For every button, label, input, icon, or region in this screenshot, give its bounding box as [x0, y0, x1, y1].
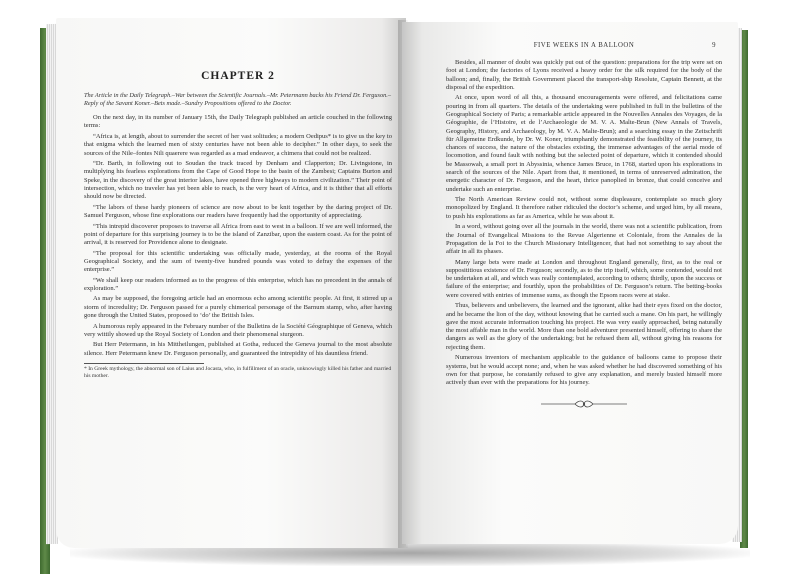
- running-head: [446, 42, 722, 49]
- paragraph: A humorous reply appeared in the February number of the Bulletins de la Société Géographique of Geneva, which very wittily showed up the Royal Society of London and their phenomenal sturgeon.: [84, 322, 392, 338]
- paragraph: On the next day, in its number of January 15th, the Daily Telegraph published an article couched in the following terms:: [84, 114, 392, 130]
- paragraph: As may be supposed, the foregoing article had an enormous echo among scientific people. At first, it stirred up a storm of incredulity; Dr. Ferguson passed for a purely chimerical personage of the Barnum stamp, who, after having gone through the United States, proposed to ‘do’ the British Isles.: [84, 295, 392, 320]
- paragraph: Thus, believers and unbelievers, the learned and the ignorant, alike had their eyes fixed on the doctor, and he became the lion of the day, without knowing that he carried such a mane. On his part, he willingly gave the most accurate information touching his project. He was very easily approached, being naturally the most affable man in the world. More than one bold adventurer presented himself, offering to share the dangers as well as the glory of the undertaking; but he refused them all, without giving his reasons for rejecting them.: [446, 302, 722, 351]
- paragraph: Many large bets were made at London and throughout England generally, first, as to the real or supposititious existence of Dr. Ferguson; secondly, as to the trip itself, which, some contended, would not be undertaken at all, and which was really contemplated, according to others; thirdly, upon the success or failure of the enterprise; and fourthly, upon the probabilities of Dr. Ferguson’s return. The betting-books were covered with entries of immense sums, as though the Epsom races were at stake.: [446, 258, 722, 299]
- paragraph: The North American Review could not, without some displeasure, contemplate so much glory monopolized by England. It therefore rather ridiculed the doctor’s scheme, and urged him, by all means, to push his explorations as far as America, while he was about it.: [446, 196, 722, 220]
- left-page: [56, 18, 406, 548]
- paragraph: “The labors of these hardy pioneers of science are now about to be knit together by the daring project of Dr. Samuel Ferguson, whose fine explorations our readers have frequently had the opportunity of appreciating.: [84, 203, 392, 220]
- paragraph: “The proposal for this scientific undertaking was officially made, yesterday, at the rooms of the Royal Geographical Society, and the sum of twenty-five hundred pounds was voted to defray the expenses of the enterprise.”: [84, 249, 392, 274]
- paragraph: “This intrepid discoverer proposes to traverse all Africa from east to west in a balloon. If we are well informed, the point of departure for this surprising journey is to be the island of Zanzibar, upon the eastern coast. As for the point of arrival, it is reserved for Providence alone to designate.: [84, 222, 392, 247]
- paragraph: Besides, all manner of doubt was quickly put out of the question: preparations for the trip were set on foot at London; the factories of Lyons received a heavy order for the silk required for the body of the balloon; and, finally, the British Government placed the transport-ship Resolute, Captain Bennett, at the disposal of the expedition.: [446, 59, 722, 91]
- footnote-divider: [84, 363, 204, 364]
- chapter-title: CHAPTER 2: [201, 70, 275, 82]
- paragraph: “We shall keep our readers informed as to the progress of this enterprise, which has no precedent in the annals of exploration.”: [84, 276, 392, 292]
- paragraph: But Herr Petermann, in his Mittheilungen, published at Gotha, reduced the Geneva journal to the most absolute silence. Herr Petermann knew Dr. Ferguson personally, and guaranteed the intrepidity of his dauntless friend.: [84, 341, 392, 357]
- chapter-summary: The Article in the Daily Telegraph.–War between the Scientific Journals.–Mr. Petermann backs his Friend Dr. Ferguson.–Reply of the Savant Koner.–Bets made.–Sundry Propositions offered to the Doctor.: [84, 92, 391, 108]
- footnote: * In Greek mythology, the abnormal son of Laius and Jocasta, who, in fulfillment of an oracle, unknowingly killed his father and married his mother.: [84, 365, 392, 379]
- paragraph: At once, upon word of all this, a thousand encouragements were offered, and felicitations came pouring in from all quarters. The details of the undertaking were published in full in the bulletins of the Geographical Society of Paris; a remarkable article appeared in the Nouvelles Annales des Voyages, de la Géographie, de l’Histoire, et de l’Archaeologie de M. V. A. Malte-Brun (New Annals of Travels, Geography, History, and Archaeology, by M. V. A. Malte-Brun); and a searching essay in the Zeitschrift für Allgemeine Erdkunde, by Dr. W. Koner, triumphantly demonstrated the feasibility of the journey, its chances of success, the nature of the obstacles existing, the immense advantages of the aerial mode of locomotion, and found fault with nothing but the selected point of departure, which it contended should be Massowah, a small port in Abyssinia, whence James Bruce, in 1768, started upon his explorations in search of the sources of the Nile. Apart from that, it mentioned, in terms of unreserved admiration, the energetic character of Dr. Ferguson, and the heart, thrice panoplied in bronze, that could conceive and undertake such an enterprise.: [446, 94, 722, 193]
- paragraph: Numerous inventors of mechanism applicable to the guidance of balloons came to propose their systems, but he would accept none; and, when he was asked whether he had discovered something of his own for that purpose, he constantly refused to give any explanation, and merely busied himself more actively than ever with the preparations for his journey.: [446, 354, 722, 387]
- page-number: 9: [712, 42, 716, 49]
- scroll-ornament-icon: [446, 395, 722, 413]
- paragraph: “Africa is, at length, about to surrender the secret of her vast solitudes; a modern Oedipus* is to give us the key to that enigma which the learned men of sixty centuries have not been able to decipher.” In other days, to seek the sources of the Nile–fontes Nili quaerere was regarded as a mad endeavor, a chimera that could not be realized.: [84, 132, 392, 157]
- paragraph: “Dr. Barth, in following out to Soudan the track traced by Denham and Clapperton; Dr. Livingstone, in multiplying his fearless explorations from the Cape of Good Hope to the basin of the Zambesi; Captains Burton and Speke, in the discovery of the great interior lakes, have opened three highways to modern civilization.” Their point of intersection, which no traveler has yet been able to reach, is the very heart of Africa, and it is thither that all efforts should now be directed.: [84, 160, 392, 201]
- paragraph: In a word, without going over all the journals in the world, there was not a scientific publication, from the Journal of Evangelical Missions to the Revue Algerienne et Coloniale, from the Annales de la Propagation de la Foi to the Church Missionary Intelligencer, that had not something to say about the affair in all its phases.: [446, 223, 722, 256]
- right-body-text: [446, 59, 722, 387]
- running-head-title: FIVE WEEKS IN A BALLOON: [533, 42, 635, 49]
- right-page: [402, 22, 738, 544]
- left-body-text: [84, 114, 392, 358]
